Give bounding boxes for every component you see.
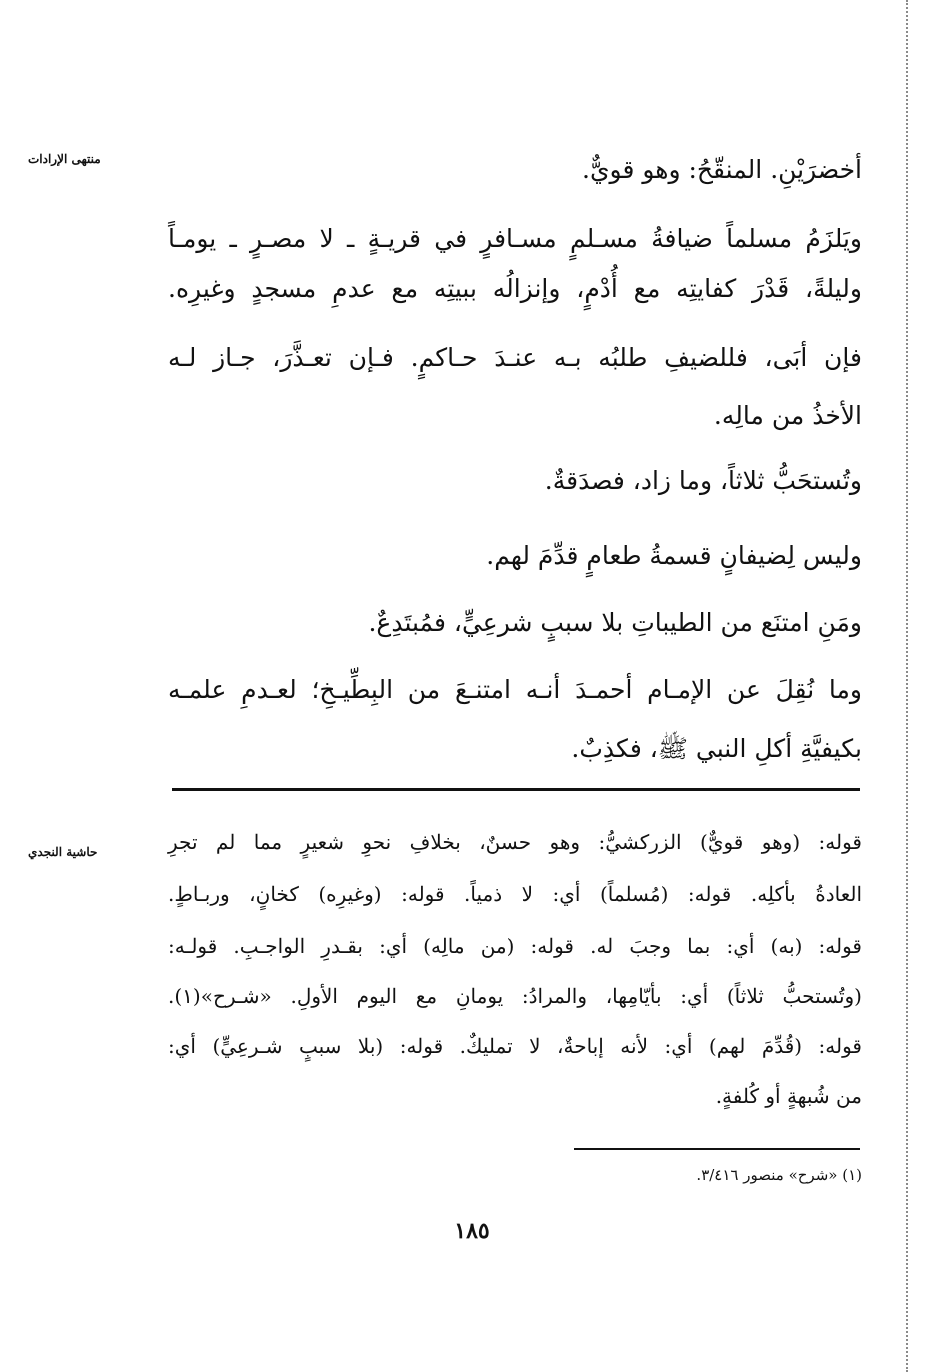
main-line: وليلةً، قَدْرَ كفايتِه مع أُدْمٍ، وإنزالُه ببيتِه مع عدمِ مسجدٍ وغيرِه.	[168, 274, 862, 303]
main-line: وتُستحَبُّ ثلاثاً، وما زاد، فصدَقةٌ.	[544, 466, 862, 495]
running-header-commentary-title: حاشية النجدي	[28, 845, 98, 859]
page-number: ١٨٥	[454, 1218, 490, 1244]
main-line: الأخذُ من مالِه.	[713, 401, 862, 430]
main-line: ويَلزَمُ مسلماً ضيافةُ مسـلمٍ مسـافرٍ في قريـةٍ ـ لا مصـرٍ ـ يومـاً	[168, 224, 862, 253]
main-line: وما نُقِلَ عن الإمـام أحمـدَ أنـه امتنـعَ من البِطِّيـخِ؛ لعـدمِ علمـه	[168, 675, 862, 704]
commentary-line: (وتُستحبُّ ثلاثاً) أي: بأيّامِها، والمرادُ: يومانِ مع اليوم الأولِ. «شـرح»(١).	[168, 984, 862, 1008]
main-line: ومَنِ امتنَع من الطيباتِ بلا سببٍ شرعِيٍّ، فمُبتَدِعٌ.	[368, 608, 862, 637]
commentary-block	[168, 0, 862, 1140]
commentary-line: قوله: (وهو قويٌّ) الزركشيُّ: وهو حسنٌ، بخلافِ نحوِ شعيرٍ مما لم تجرِ	[168, 830, 862, 854]
commentary-line: قوله: (قُدِّمَ لهم) أي: لأنه إباحةٌ، لا تمليكٌ. قوله: (بلا سببٍ شـرعِيٍّ) أي:	[168, 1034, 862, 1058]
running-header-book-title: منتهى الإرادات	[28, 152, 101, 166]
main-line: بكيفيَّةِ أكلِ النبي ﷺ، فكذِبٌ.	[571, 734, 862, 763]
footnote-separator-rule	[574, 1148, 860, 1150]
margin-dotted-rule	[906, 0, 908, 1372]
commentary-line: العادةُ بأكلِه. قوله: (مُسلماً) أي: لا ذمياً. قوله: (وغيرِه) كخانٍ، وربـاطٍ.	[168, 882, 862, 906]
main-line: فإن أبَى، فللضيفِ طلبُه بـه عنـدَ حـاكمٍ. فـإن تعـذَّرَ، جـاز لـه	[168, 343, 862, 372]
main-line: وليس لِضيفانٍ قسمةُ طعامٍ قدِّمَ لهم.	[486, 541, 862, 570]
footnote: (١) «شرح» منصور ٣/٤١٦.	[696, 1166, 862, 1184]
commentary-line: قوله: (به) أي: بما وجبَ له. قوله: (من مالِه) أي: بقـدرِ الواجـبِ. قولـه:	[168, 934, 862, 958]
main-line: أخضرَيْنِ. المنقّحُ: وهو قويٌّ.	[582, 155, 862, 184]
commentary-line: من شُبهةٍ أو كُلفةٍ.	[715, 1084, 862, 1108]
